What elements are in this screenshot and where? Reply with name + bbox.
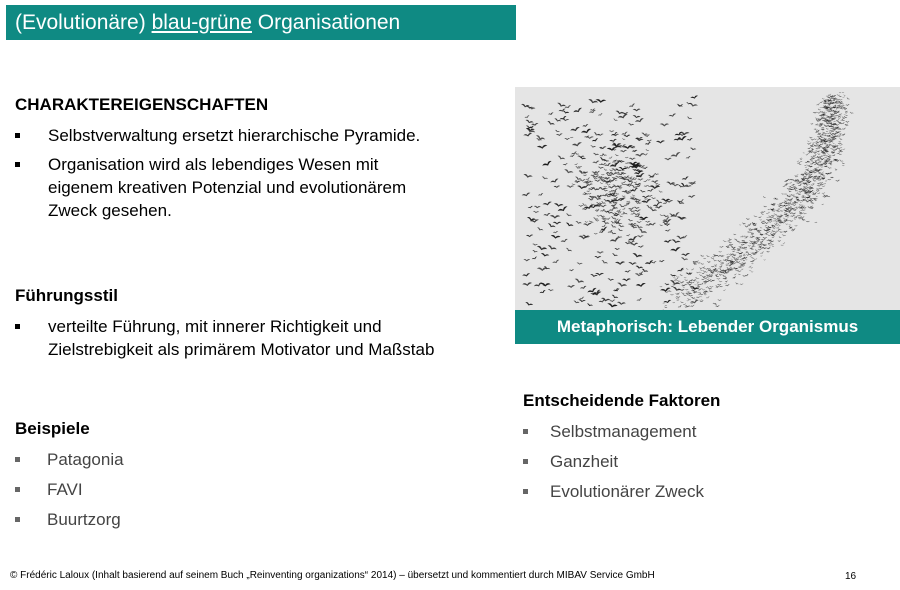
list-item: Buurtzorg	[15, 508, 315, 531]
examples-list	[15, 448, 315, 531]
bullet-icon	[15, 457, 20, 462]
birds-illustration	[515, 87, 900, 312]
slide-title	[6, 5, 516, 40]
list-item: Patagonia	[15, 448, 315, 471]
factors-list	[523, 420, 823, 503]
characteristics-heading: CHARAKTEREIGENSCHAFTEN	[15, 95, 269, 114]
bullet-icon	[15, 133, 20, 138]
list-item: Selbstmanagement	[523, 420, 823, 443]
characteristics-list	[15, 124, 445, 222]
flock-of-birds-image	[515, 87, 900, 312]
list-item: verteilte Führung, mit innerer Richtigkeit und Zielstrebigkeit als primärem Motivator und Maßstab	[15, 315, 445, 361]
leadership-list	[15, 315, 445, 361]
list-item: Organisation wird als lebendiges Wesen mit eigenem kreativen Potenzial und evolutionärem Zweck gesehen.	[15, 153, 445, 222]
factors-heading: Entscheidende Faktoren	[523, 391, 721, 410]
page-number: 16	[845, 571, 857, 582]
footer-copyright: © Frédéric Laloux (Inhalt basierend auf seinem Buch „Reinventing organizations“ 2014) – übersetzt und kommentiert durch MIBAV Service GmbH	[10, 570, 655, 581]
list-item: Ganzheit	[523, 450, 823, 473]
bullet-icon	[15, 487, 20, 492]
bullet-icon	[15, 324, 20, 329]
image-caption: Metaphorisch: Lebender Organismus	[515, 310, 900, 344]
list-item: Evolutionärer Zweck	[523, 480, 823, 503]
title-underlined: blau-grüne	[151, 11, 252, 34]
title-prefix: (Evolutionäre)	[15, 11, 152, 34]
title-suffix: Organisationen	[251, 11, 401, 34]
bullet-icon	[15, 517, 20, 522]
leadership-heading: Führungsstil	[15, 286, 118, 305]
list-item: Selbstverwaltung ersetzt hierarchische Pyramide.	[15, 124, 445, 147]
bullet-icon	[523, 429, 528, 434]
bullet-icon	[523, 489, 528, 494]
examples-heading: Beispiele	[15, 419, 90, 438]
bullet-icon	[15, 162, 20, 167]
list-item: FAVI	[15, 478, 315, 501]
bullet-icon	[523, 459, 528, 464]
